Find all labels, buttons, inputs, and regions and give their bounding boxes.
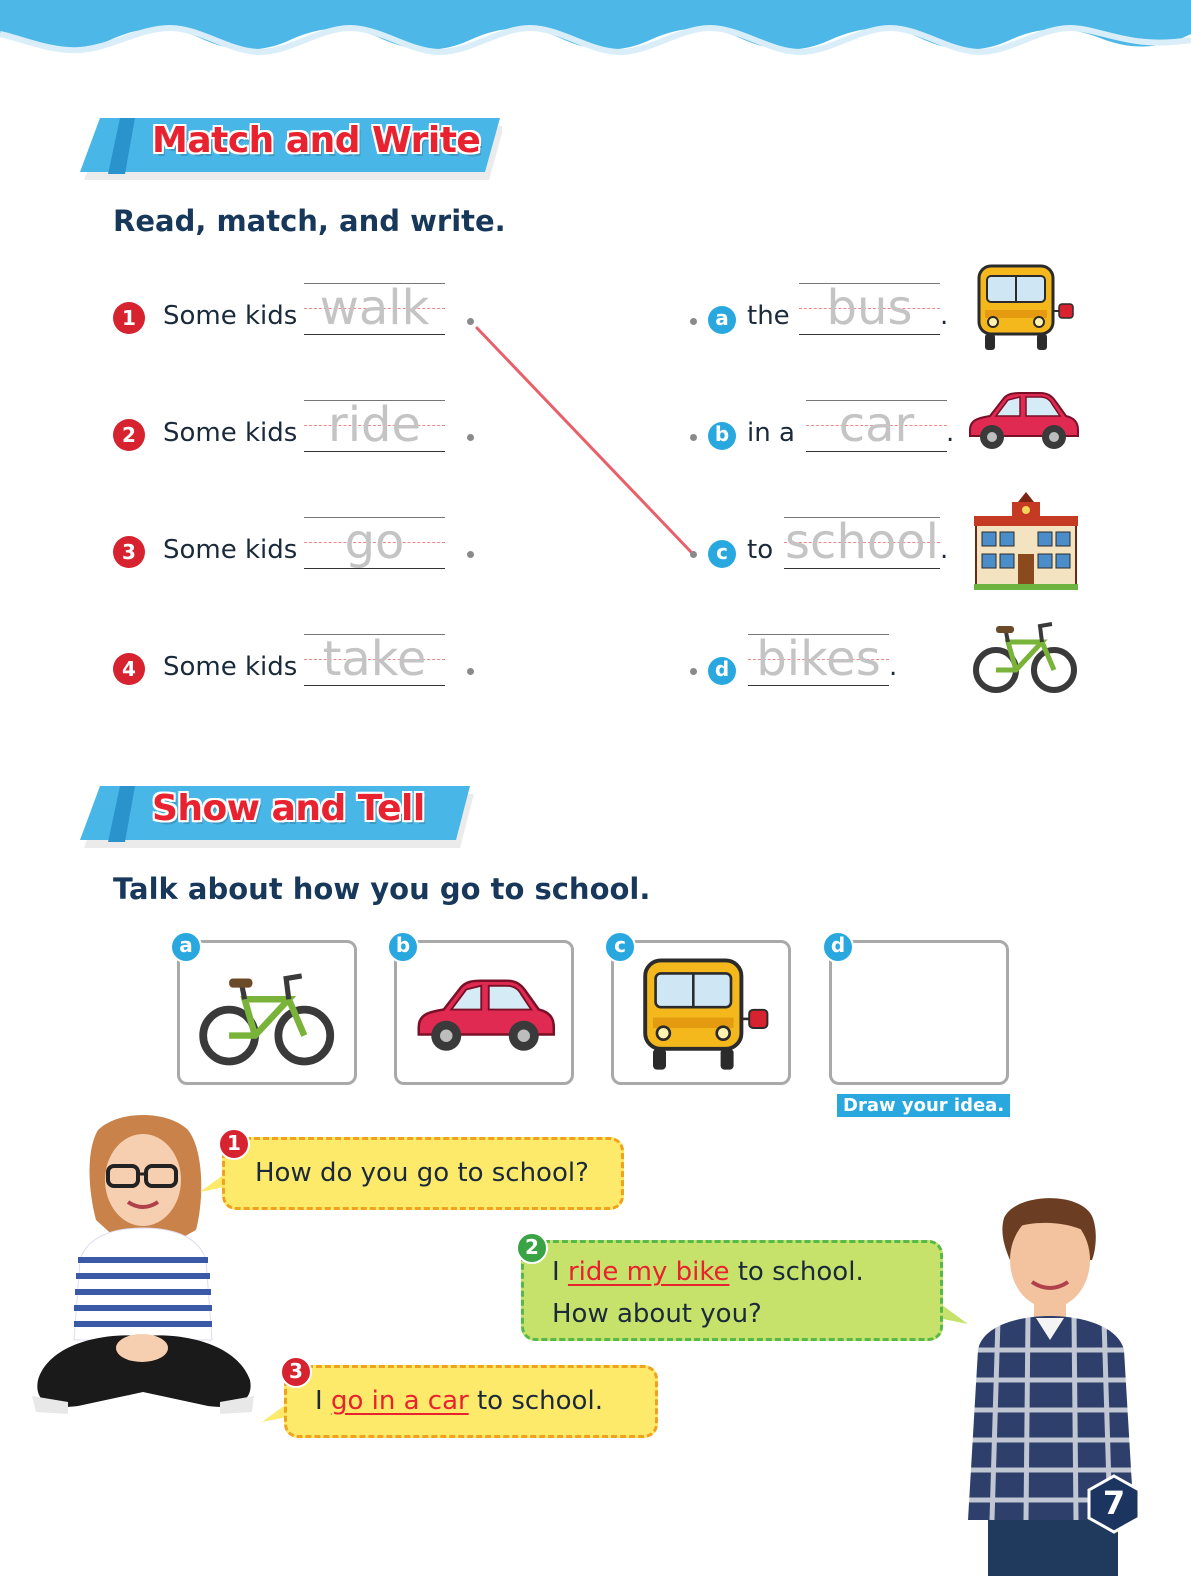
trace-word: school [785,514,939,570]
trace-word: walk [319,280,430,336]
item-period: . [946,418,955,448]
instruction-text: Read, match, and write. [113,204,506,238]
item-number: 4 [113,653,145,685]
speech-bubble-2 [521,1240,943,1341]
draw-caption: Draw your idea. [837,1094,1010,1117]
bubble-text: How do you go to school? [255,1158,589,1188]
option-card-c[interactable] [611,940,791,1085]
speech-bubble-1 [222,1137,624,1210]
bicycle-icon [972,616,1080,700]
write-line[interactable] [799,280,940,336]
bubble-number: 3 [280,1356,312,1388]
item-letter: a [708,306,736,334]
car-icon [964,390,1082,454]
trace-word: ride [327,397,422,453]
trace-word: car [838,397,915,453]
option-card-d-draw[interactable] [829,940,1009,1085]
trace-word: go [344,514,405,570]
item-period: . [889,652,898,682]
item-period: . [940,301,949,331]
page-number-badge [1087,1474,1141,1534]
item-letter: b [708,422,736,450]
item-period: . [940,535,949,565]
match-dot[interactable] [690,551,697,558]
school-bus-icon [640,955,770,1075]
card-letter: d [822,931,854,963]
card-letter: b [387,931,419,963]
card-letter: c [604,931,636,963]
write-line[interactable] [806,397,947,453]
bubble-text-line-2: How about you? [552,1299,762,1329]
item-letter: c [708,540,736,568]
bubble-number: 1 [218,1128,250,1160]
bicycle-icon [198,965,338,1075]
section-title: Show and Tell [152,788,425,829]
option-card-b[interactable] [394,940,574,1085]
write-line[interactable] [784,514,940,570]
match-dot[interactable] [690,668,697,675]
trace-word: bus [826,280,913,336]
item-text: in a [747,418,795,448]
item-text: to [747,535,774,565]
speech-bubble-3 [284,1365,658,1438]
bubble-text-line-1: I ride my bike to school. [552,1257,864,1287]
item-letter: d [708,657,736,685]
card-letter: a [170,931,202,963]
write-line[interactable] [748,631,889,687]
page-number: 7 [1102,1484,1126,1522]
section-banner-show-and-tell [80,780,474,840]
bubble-text: I go in a car to school. [315,1386,603,1416]
item-text: Some kids [163,418,298,448]
item-number: 3 [113,536,145,568]
school-bus-icon [975,262,1075,354]
item-number: 2 [113,419,145,451]
option-card-a[interactable] [177,940,357,1085]
item-text: the [747,301,790,331]
item-text: Some kids [163,301,298,331]
item-text: Some kids [163,535,298,565]
match-dot[interactable] [690,434,697,441]
trace-word: take [322,631,427,687]
item-text: Some kids [163,652,298,682]
match-dot[interactable] [690,318,697,325]
item-number: 1 [113,302,145,334]
bubble-number: 2 [516,1232,548,1264]
trace-word: bikes [756,631,881,687]
instruction-text: Talk about how you go to school. [113,872,651,906]
car-icon [411,977,559,1057]
section-title: Match and Write [152,120,481,161]
school-building-icon [974,492,1078,592]
